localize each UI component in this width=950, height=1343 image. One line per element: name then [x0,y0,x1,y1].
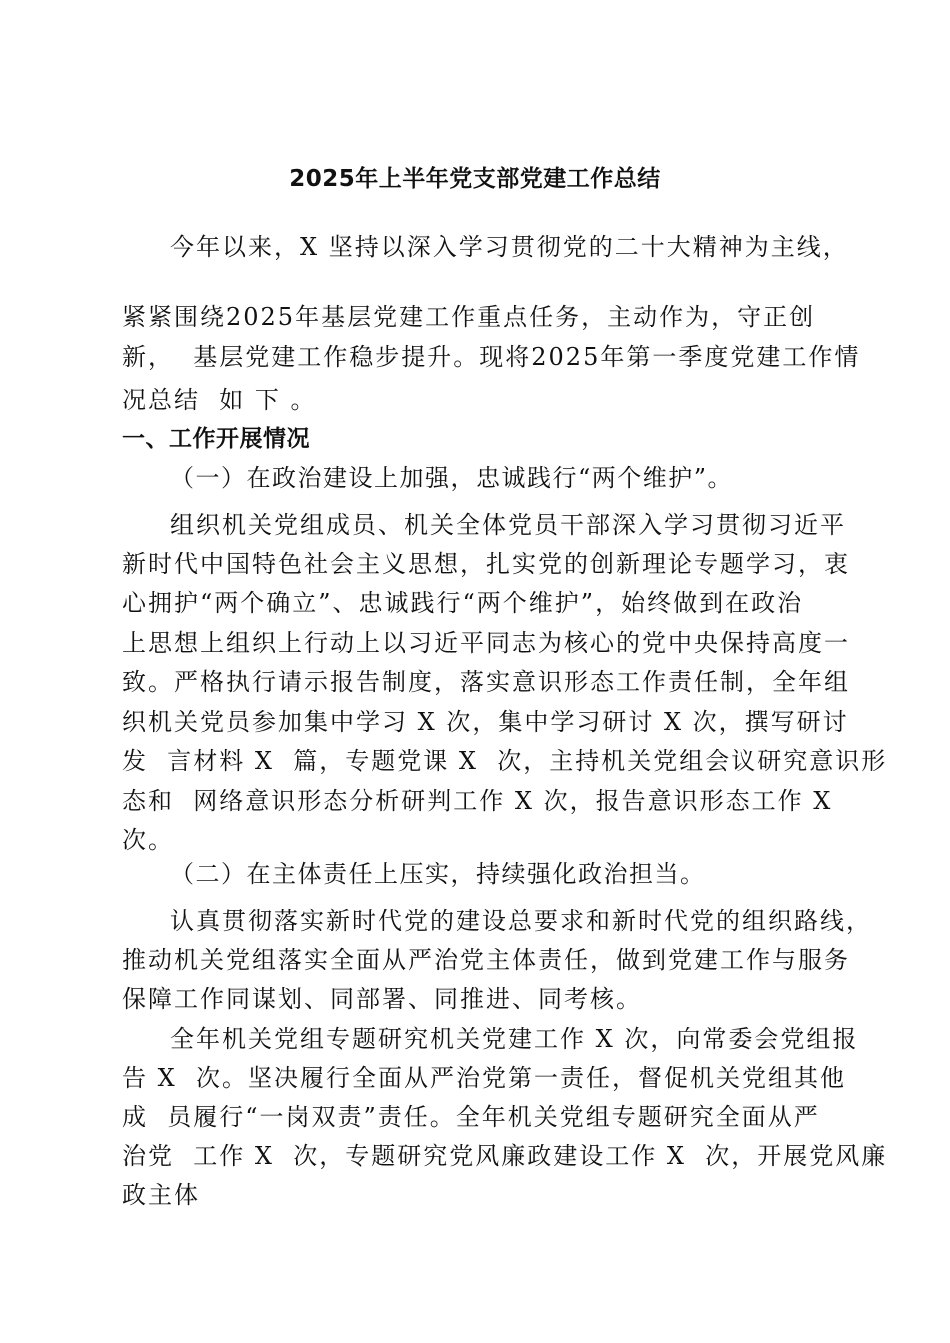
body-line: 上思想上组织上行动上以习近平同志为核心的党中央保持高度一 [122,629,850,657]
body-line: 致。严格执行请示报告制度，落实意识形态工作责任制，全年组 [122,668,850,696]
subsection-heading: （一）在政治建设上加强，忠诚践行“两个维护”。 [170,464,734,492]
intro-line: 新， 基层党建工作稳步提升。现将2025年第一季度党建工作情 [122,343,861,371]
body-line: 政主体 [122,1181,200,1209]
body-line: 治党 工作 X 次，专题研究党风廉政建设工作 X 次，开展党风廉 [122,1142,888,1170]
body-line: 心拥护“两个确立”、忠诚践行“两个维护”，始终做到在政治 [122,589,804,617]
document-title: 2025年上半年党支部党建工作总结 [289,166,661,192]
body-line: 次。 [122,826,174,854]
section-heading: 一、工作开展情况 [122,426,310,452]
intro-line: 今年以来，X 坚持以深入学习贯彻党的二十大精神为主线， [170,233,849,261]
body-line: 告 X 次。坚决履行全面从严治党第一责任，督促机关党组其他 [122,1064,846,1092]
subsection-heading: （二）在主体责任上压实，持续强化政治担当。 [170,860,706,888]
body-line: 全年机关党组专题研究机关党建工作 X 次，向常委会党组报 [170,1025,859,1053]
body-line: 成 员履行“一岗双责”责任。全年机关党组专题研究全面从严 [122,1103,820,1131]
body-line: 组织机关党组成员、机关全体党员干部深入学习贯彻习近平 [170,511,846,539]
body-line: 推动机关党组落实全面从严治党主体责任，做到党建工作与服务 [122,946,850,974]
body-line: 织机关党员参加集中学习 X 次，集中学习研讨 X 次，撰写研讨 [122,708,849,736]
body-line: 新时代中国特色社会主义思想，扎实党的创新理论专题学习，衷 [122,550,850,578]
body-line: 发 言材料 X 篇，专题党课 X 次，主持机关党组会议研究意识形 [122,747,888,775]
body-line: 态和 网络意识形态分析研判工作 X 次，报告意识形态工作 X [122,787,833,815]
intro-line: 紧紧围绕2025年基层党建工作重点任务，主动作为，守正创 [122,303,816,331]
body-line: 认真贯彻落实新时代党的建设总要求和新时代党的组织路线， [170,907,872,935]
body-line: 保障工作同谋划、同部署、同推进、同考核。 [122,985,642,1013]
intro-line: 况总结 如 下 。 [122,386,317,414]
